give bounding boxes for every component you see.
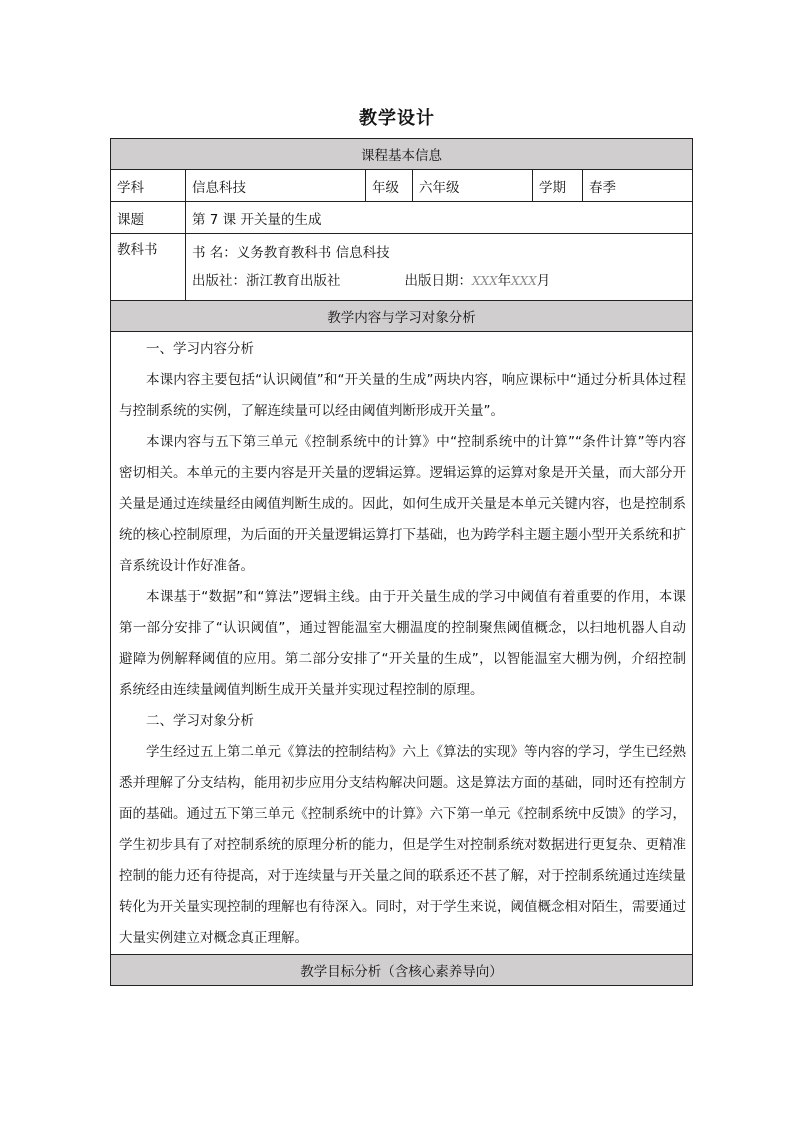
- basic-info-header-row: [111, 139, 693, 170]
- grade-label: 年级: [366, 170, 413, 202]
- content-paragraph-2: 本课内容与五下第三单元《控制系统中的计算》中“控制系统中的计算”“条件计算”等内容密切相关。本单元的主要内容是开关量的逻辑运算。逻辑运算的运算对象是开关量，而大部分开关量是通过连续量经由阈值判断生成的。因此，如何生成开关量是本单元关键内容，也是控制系统的核心控制原理，为后面的开关量逻辑运算打下基础，也为跨学科主题主题小型开关系统和扩音系统设计作好准备。: [119, 434, 687, 574]
- grade-value: 六年级: [413, 170, 533, 202]
- basic-info-header: 课程基本信息: [111, 139, 693, 170]
- objectives-header: 教学目标分析（含核心素养导向）: [111, 955, 693, 986]
- lesson-row: [111, 202, 693, 234]
- objectives-header-row: [111, 955, 693, 986]
- term-label: 学期: [533, 170, 583, 202]
- pub-date-year-unit: 年: [497, 273, 512, 289]
- lesson-label: 课题: [111, 202, 186, 234]
- content-paragraph-3: 本课基于“数据”和“算法”逻辑主线。由于开关量生成的学习中阈值有着重要的作用，本课第一部分安排了“认识阈值”，通过智能温室大棚温度的控制聚焦阈值概念，以扫地机器人自动避障为例解释阈值的应用。第二部分安排了“开关量的生成”，以智能温室大棚为例，介绍控制系统经由连续量阈值判断生成开关量并实现过程控制的原理。: [119, 589, 687, 698]
- term-value: 春季: [583, 170, 693, 202]
- lesson-design-table: [110, 138, 693, 986]
- learner-analysis-heading: 二、学习对象分析: [146, 713, 254, 729]
- pub-date-year-placeholder: XXX: [472, 274, 498, 288]
- subject-value: 信息科技: [186, 170, 366, 202]
- pub-date-month-unit: 月: [536, 273, 551, 289]
- textbook-row: [111, 234, 693, 301]
- analysis-content-row: [111, 332, 693, 955]
- page-title: 教学设计: [359, 108, 435, 129]
- pub-date-prefix: 出版日期：: [404, 273, 472, 289]
- analysis-content: [111, 332, 693, 955]
- publisher-line: 出版社：浙江教育出版社: [192, 273, 341, 289]
- textbook-details: [186, 234, 693, 301]
- textbook-label: 教科书: [111, 234, 186, 301]
- publisher-date-line: [192, 267, 686, 295]
- subject-row: [111, 170, 693, 202]
- learner-paragraph-1: 学生经过五上第二单元《算法的控制结构》六上《算法的实现》等内容的学习，学生已经熟悉并理解了分支结构，能用初步应用分支结构解决问题。这是算法方面的基础，同时还有控制方面的基础。通过五下第三单元《控制系统中的计算》六下第一单元《控制系统中反馈》的学习，学生初步具有了对控制系统的原理分析的能力，但是学生对控制系统对数据进行更复杂、更精准控制的能力还有待提高，对于连续量与开关量之间的联系还不甚了解，对于控制系统通过连续量转化为开关量实现控制的理解也有待深入。同时，对于学生来说，阈值概念相对陌生，需要通过大量实例建立对概念真正理解。: [119, 744, 687, 946]
- content-paragraph-1: 本课内容主要包括“认识阈值”和“开关量的生成”两块内容，响应课标中“通过分析具体过程与控制系统的实例，了解连续量可以经由阈值判断形成开关量”。: [119, 372, 687, 419]
- analysis-header: 教学内容与学习对象分析: [111, 301, 693, 332]
- pub-date-month-placeholder: XXX: [511, 274, 537, 288]
- book-name-line: 书 名：义务教育教科书 信息科技: [192, 245, 390, 261]
- pub-date: [405, 267, 551, 295]
- content-analysis-heading: 一、学习内容分析: [146, 341, 254, 357]
- lesson-value: 第 7 课 开关量的生成: [186, 202, 693, 234]
- subject-label: 学科: [111, 170, 186, 202]
- analysis-header-row: [111, 301, 693, 332]
